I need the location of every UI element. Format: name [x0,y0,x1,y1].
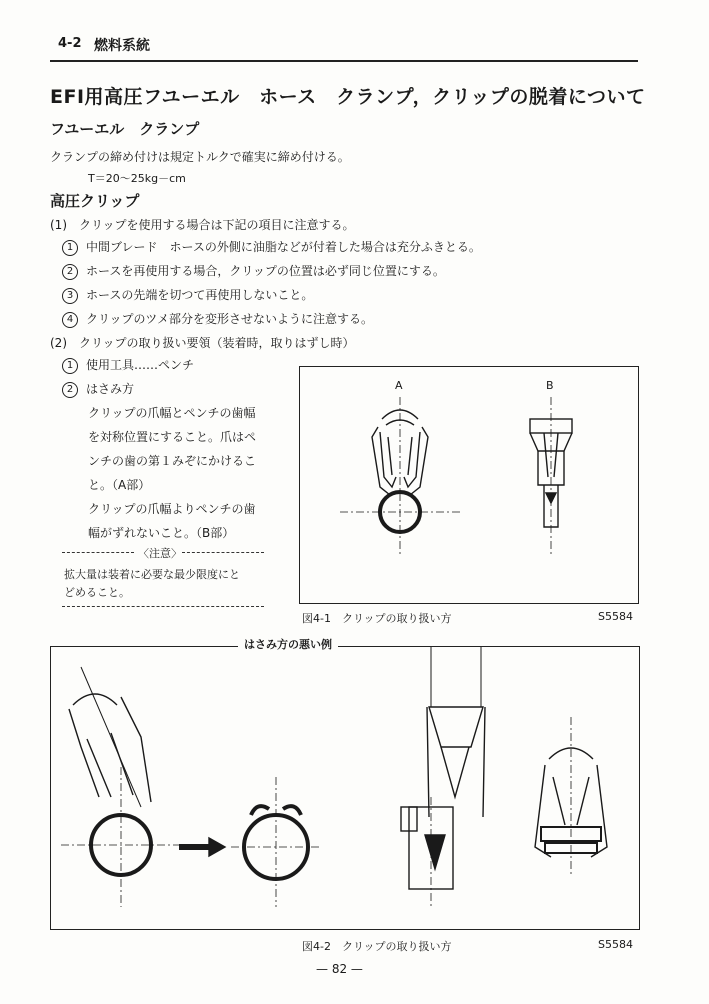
header-rule [50,60,638,62]
hold-item [62,380,134,398]
hold-line-3: ンチの歯の第１みぞにかけるこ [88,454,257,468]
note-line-2: どめること。 [64,586,130,599]
section-number: 4-2 [58,36,82,51]
note-dash-bottom [62,606,264,607]
clip-item-1: (1) クリップを使用する場合は下記の項目に注意する。 [50,218,355,232]
circled-number: 1 [62,358,78,374]
figure-label-b: B [546,379,554,392]
note-dash-right [182,552,264,553]
section-title: 燃料系統 [94,38,150,54]
hold-line-2: を対称位置にすること。爪はペ [88,430,257,444]
figure-4-1-code: S5584 [598,610,633,623]
clip-subitem-4 [62,310,373,328]
figure-4-1 [299,366,639,604]
subitem-text: 中間ブレード ホースの外側に油脂などが付着した場合は充分ふきとる。 [86,240,481,254]
pliers-diagram-correct [300,367,638,603]
clamp-heading: フユーエル クランプ [50,120,200,138]
circled-number: 3 [62,288,78,304]
figure-4-1-caption: 図4-1 クリップの取り扱い方 [302,612,452,625]
clamp-torque: T＝20～25kg－cm [88,172,186,185]
circled-number: 4 [62,312,78,328]
hold-line-4: と。（A部） [88,478,151,492]
clip-subitem-3 [62,286,313,304]
clip-subitem-1 [62,238,481,256]
figure-4-2-title: はさみ方の悪い例 [238,636,338,652]
clip-subitem-2 [62,262,445,280]
circled-number: 2 [62,264,78,280]
subitem-text: ホースの先端を切つて再使用しないこと。 [86,288,314,302]
hold-line-5: クリップの爪幅よりペンチの歯 [88,502,256,516]
note-label: 〈注意〉 [138,547,182,560]
clip-heading: 高圧クリップ [50,192,140,210]
figure-4-2 [50,646,640,930]
circled-number: 2 [62,382,78,398]
tool-text: 使用工具……ペンチ [86,358,195,372]
note-line-1: 拡大量は装着に必要な最少限度にと [64,568,240,581]
clamp-text: クランプの締め付けは規定トルクで確実に締め付ける。 [50,150,350,164]
circled-number: 1 [62,240,78,256]
hold-line-1: クリップの爪幅とペンチの歯幅 [88,406,256,420]
page-number: — 82 — [316,962,363,976]
tool-item [62,356,194,374]
page-title: EFI用高圧フユーエル ホース クランプ，クリップの脱着について [50,86,646,108]
hold-text: はさみ方 [86,382,135,396]
hold-line-6: 幅がずれないこと。（B部） [88,526,235,540]
figure-4-2-caption: 図4-2 クリップの取り扱い方 [302,940,452,953]
note-dash-left [62,552,134,553]
pliers-diagram-incorrect [51,647,639,929]
figure-4-2-code: S5584 [598,938,633,951]
subitem-text: クリップのツメ部分を変形させないように注意する。 [86,312,374,326]
clip-item-2: (2) クリップの取り扱い要領（装着時，取りはずし時） [50,336,355,350]
subitem-text: ホースを再使用する場合，クリップの位置は必ず同じ位置にする。 [86,264,445,278]
figure-label-a: A [395,379,403,392]
